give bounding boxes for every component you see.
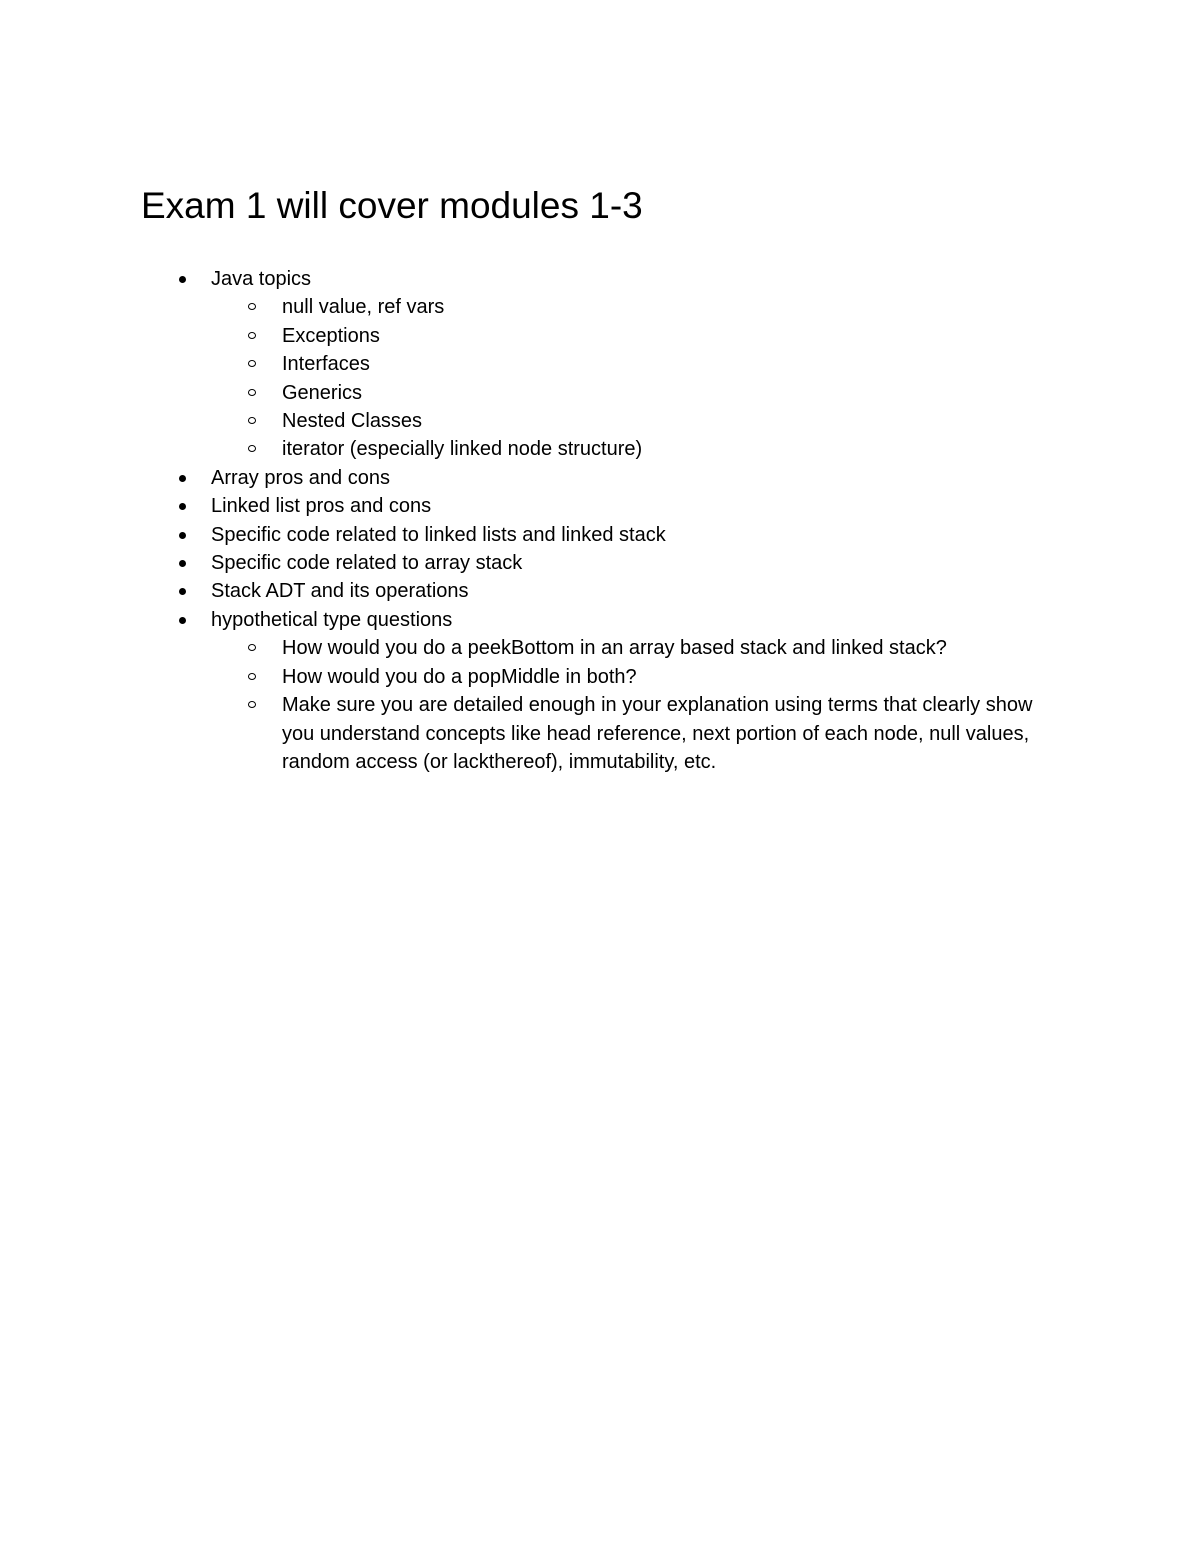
- sub-list-item: [282, 293, 1091, 321]
- sub-list-item: [282, 634, 1091, 662]
- sub-list-item: [282, 663, 1091, 691]
- bullet-disc-icon: [179, 276, 186, 283]
- list-item: [211, 521, 1091, 549]
- sub-list-item-text: Nested Classes: [282, 410, 423, 433]
- bullet-circle-icon: [248, 673, 256, 680]
- list-item: [211, 265, 1091, 464]
- sub-list-item-text: How would you do a popMiddle in both?: [282, 665, 637, 688]
- sub-list-item-text: Make sure you are detailed enough in your explanation using terms that clearly show you understand concepts like head reference, next portion of each node, null values, random access (or lackthereof), immutability, etc.: [282, 694, 1033, 773]
- sub-list-item: [282, 407, 1091, 435]
- sub-list-item-text: Generics: [282, 381, 363, 404]
- sub-list-item-text: iterator (especially linked node structure): [282, 438, 643, 461]
- bullet-disc-icon: [179, 617, 186, 624]
- sub-list-item-text: null value, ref vars: [282, 296, 445, 319]
- list-item-text: Specific code related to array stack: [211, 552, 523, 575]
- bullet-circle-icon: [248, 417, 256, 424]
- sub-list: [282, 293, 1091, 463]
- bullet-circle-icon: [248, 644, 256, 651]
- list-item-text: Linked list pros and cons: [211, 495, 432, 518]
- sub-list-item-text: How would you do a peekBottom in an array based stack and linked stack?: [282, 637, 947, 660]
- list-item: [211, 464, 1091, 492]
- bullet-circle-icon: [248, 303, 256, 310]
- list-item-text: Stack ADT and its operations: [211, 580, 469, 603]
- bullet-circle-icon: [248, 445, 256, 452]
- bullet-circle-icon: [248, 389, 256, 396]
- sub-list-item: [282, 691, 1091, 776]
- list-item: [211, 492, 1091, 520]
- list-item: [211, 606, 1091, 776]
- bullet-disc-icon: [179, 475, 186, 482]
- bullet-disc-icon: [179, 560, 186, 567]
- topic-list: [211, 265, 1091, 776]
- bullet-disc-icon: [179, 532, 186, 539]
- sub-list-item: [282, 435, 1091, 463]
- bullet-circle-icon: [248, 701, 256, 708]
- list-item-text: Specific code related to linked lists and linked stack: [211, 523, 666, 546]
- bullet-disc-icon: [179, 503, 186, 510]
- sub-list-item-text: Exceptions: [282, 324, 380, 347]
- sub-list-item: [282, 379, 1091, 407]
- list-item-text: Array pros and cons: [211, 466, 390, 489]
- list-item: [211, 577, 1091, 605]
- bullet-disc-icon: [179, 588, 186, 595]
- page-title: Exam 1 will cover modules 1-3: [141, 185, 643, 226]
- list-item-text: hypothetical type questions: [211, 608, 453, 631]
- sub-list-item: [282, 350, 1091, 378]
- list-item-text: Java topics: [211, 268, 312, 290]
- bullet-circle-icon: [248, 360, 256, 367]
- sub-list-item: [282, 322, 1091, 350]
- bullet-circle-icon: [248, 332, 256, 339]
- list-item: [211, 549, 1091, 577]
- sub-list: [282, 634, 1091, 776]
- sub-list-item-text: Interfaces: [282, 353, 370, 376]
